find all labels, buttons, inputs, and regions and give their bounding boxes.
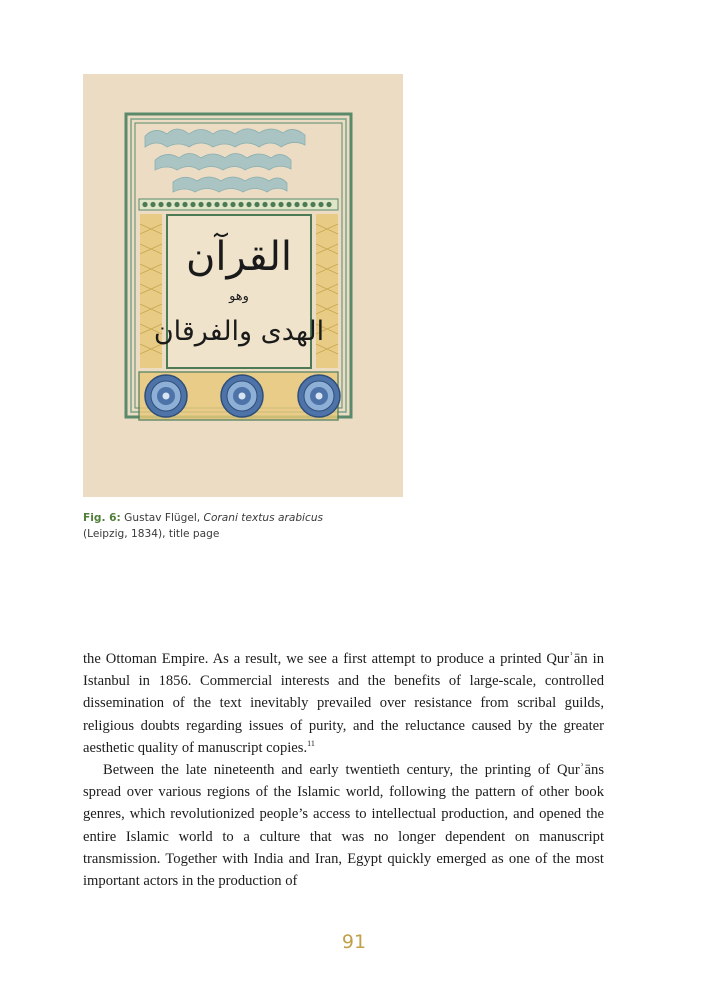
caption-details: (Leipzig, 1834), title page xyxy=(83,528,220,540)
paragraph xyxy=(83,648,604,759)
caption-author: Gustav Flügel, xyxy=(120,512,204,524)
page-number: 91 xyxy=(341,931,367,953)
figure-label: Fig. 6: xyxy=(83,512,121,524)
paragraph xyxy=(83,759,604,892)
medallion xyxy=(298,375,340,417)
paragraph-text: the Ottoman Empire. As a result, we see a first attempt to produce a printed Qurʾān in Istanbul in 1856. Commercial interests and the benefits of large-scale, controlled dissemination of the text inevitably prevailed over resistance from scribal guilds, religious doubts regarding issues of purity, and the reluctance caused by the greater aesthetic quality of manuscript copies. xyxy=(83,651,604,756)
medallion-row xyxy=(145,375,340,417)
arabic-subtitle: الهدى والفرقان xyxy=(153,316,325,347)
body-text xyxy=(83,648,604,892)
arabic-conjunction: وهو xyxy=(229,289,249,304)
title-page-figure xyxy=(83,74,403,497)
medallion xyxy=(145,375,187,417)
caption-title: Corani textus arabicus xyxy=(203,512,324,524)
footnote-reference[interactable]: 11 xyxy=(307,738,315,748)
paragraph-text: Between the late nineteenth and early twentieth century, the printing of Qurʾāns spread over various regions of the Islamic world, following the pattern of other book genres, which revolutionized people’s access to intellectual production, and opened the entire Islamic world to a culture that was no longer dependent on manuscript transmission. Together with India and Iran, Egypt quickly emerged as one of the most important actors in the production of xyxy=(83,762,604,890)
figure-caption xyxy=(83,510,423,542)
quran-title-page-image xyxy=(83,74,403,497)
arabic-title: القرآن xyxy=(185,234,293,280)
medallion xyxy=(221,375,263,417)
